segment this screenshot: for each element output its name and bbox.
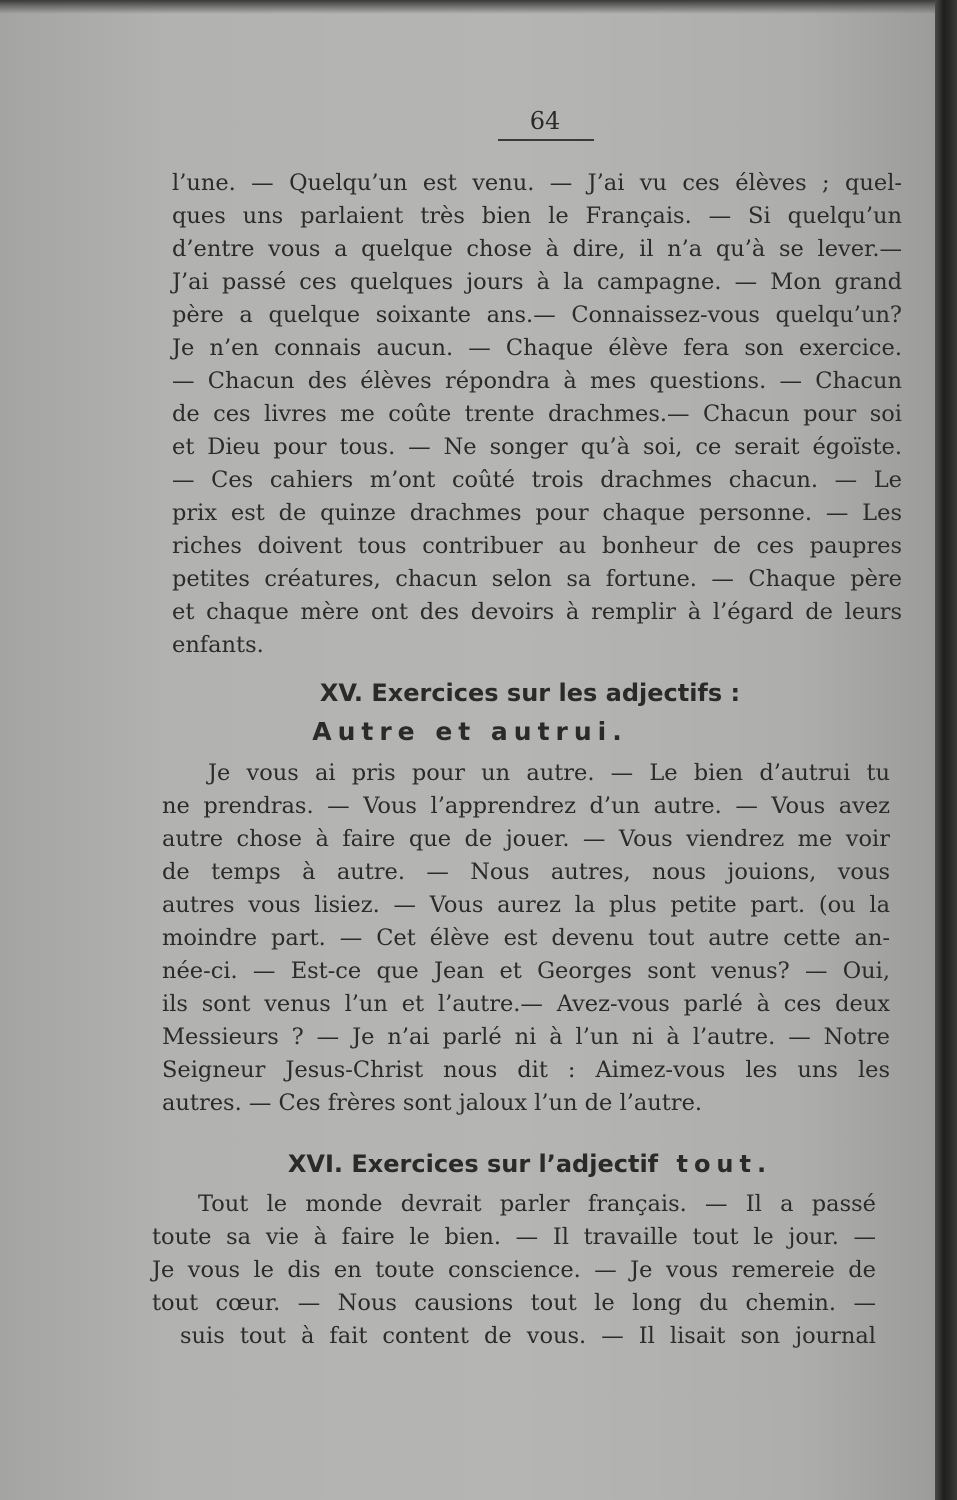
- text-line: et chaque mère ont des devoirs à remplir à l’égard de leurs: [172, 599, 902, 625]
- text-line: — Chacun des élèves répondra à mes questions. — Chacun: [172, 368, 902, 394]
- text-line: toute sa vie à faire le bien. — Il travaille tout le jour. —: [152, 1224, 876, 1250]
- text-line: Je vous le dis en toute conscience. — Je vous remereie de: [152, 1257, 876, 1283]
- text-line: moindre part. — Cet élève est devenu tout autre cette an-: [162, 925, 890, 951]
- text-line: de temps à autre. — Nous autres, nous jouions, vous: [162, 859, 890, 885]
- text-line: Je vous ai pris pour un autre. — Le bien d’autrui tu: [208, 760, 890, 786]
- text-line: suis tout à fait content de vous. — Il lisait son journal: [180, 1323, 876, 1349]
- text-line: riches doivent tous contribuer au bonheur de ces paupres: [172, 533, 902, 559]
- section-15-subheading: Autre et autrui.: [312, 717, 628, 746]
- page-number: 64: [529, 107, 561, 135]
- text-line: ils sont venus l’un et l’autre.— Avez-vous parlé à ces deux: [162, 991, 890, 1017]
- text-line: autre chose à faire que de jouer. — Vous viendrez me voir: [162, 826, 890, 852]
- text-line: ques uns parlaient très bien le Français. — Si quelqu’un: [172, 203, 902, 229]
- section-16-heading: [190, 1146, 870, 1182]
- text-line: autres vous lisiez. — Vous aurez la plus petite part. (ou la: [162, 892, 890, 918]
- top-edge-shadow: [0, 0, 935, 14]
- text-line: Seigneur Jesus-Christ nous dit : Aimez-vous les uns les: [162, 1057, 890, 1083]
- text-line: autres. — Ces frères sont jaloux l’un de l’autre.: [162, 1090, 703, 1116]
- text-line: petites créatures, chacun selon sa fortune. — Chaque père: [172, 566, 902, 592]
- page-number-rule: [498, 139, 594, 141]
- text-line: l’une. — Quelqu’un est venu. — J’ai vu ces élèves ; quel-: [172, 170, 902, 196]
- section-16-heading-text: XVI. Exercices sur l’adjectif: [287, 1150, 659, 1178]
- text-line: Messieurs ? — Je n’ai parlé ni à l’un ni à l’autre. — Notre: [162, 1024, 890, 1050]
- text-line: d’entre vous a quelque chose à dire, il n’a qu’à se lever.—: [172, 236, 902, 262]
- text-line: de ces livres me coûte trente drachmes.— Chacun pour soi: [172, 401, 902, 427]
- section-15-body: [162, 757, 890, 1120]
- section-16-body: [152, 1188, 876, 1353]
- paragraph-1: [172, 167, 902, 662]
- text-line: Tout le monde devrait parler français. — Il a passé: [198, 1191, 876, 1217]
- text-line: enfants.: [172, 632, 264, 658]
- text-line: tout cœur. — Nous causions tout le long du chemin. —: [152, 1290, 876, 1316]
- text-line: ne prendras. — Vous l’apprendrez d’un autre. — Vous avez: [162, 793, 890, 819]
- text-line: — Ces cahiers m’ont coûté trois drachmes chacun. — Le: [172, 467, 902, 493]
- text-line: Je n’en connais aucun. — Chaque élève fera son exercice.: [172, 335, 902, 361]
- section-16-heading-word: tout.: [676, 1150, 773, 1178]
- text-line: née-ci. — Est-ce que Jean et Georges sont venus? — Oui,: [162, 958, 890, 984]
- section-15-heading: XV. Exercices sur les adjectifs :: [319, 679, 741, 707]
- text-line: prix est de quinze drachmes pour chaque personne. — Les: [172, 500, 902, 526]
- text-line: J’ai passé ces quelques jours à la campagne. — Mon grand: [172, 269, 902, 295]
- text-line: père a quelque soixante ans.— Connaissez-vous quelqu’un?: [172, 302, 902, 328]
- book-binding-edge: [935, 0, 957, 1500]
- text-line: et Dieu pour tous. — Ne songer qu’à soi, ce serait égoïste.: [172, 434, 902, 460]
